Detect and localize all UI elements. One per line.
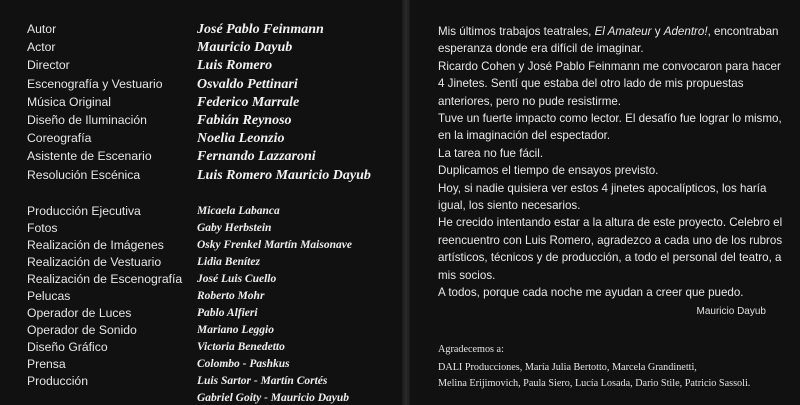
credit-name: Fernando Lazzaroni	[197, 149, 316, 165]
credit-name: Federico Marrale	[197, 94, 300, 110]
credit-name: Gabriel Goity - Mauricio Dayub	[197, 392, 350, 404]
credit-role: Operador de Luces	[27, 306, 132, 320]
credit-role: Realización de Escenografía	[27, 272, 183, 286]
credit-role: Diseño Gráfico	[27, 340, 108, 354]
credit-role: Realización de Vestuario	[27, 255, 162, 269]
credit-name: Luis Romero Mauricio Dayub	[197, 167, 371, 183]
credit-name: Osky Frenkel Martín Maisonave	[197, 239, 352, 251]
credit-name: Luis Sartor - Martín Cortés	[197, 375, 328, 387]
credit-name: Osvaldo Pettinari	[197, 76, 298, 92]
statement-paragraph-2: Ricardo Cohen y José Pablo Feinmann me convocaron para hacer 4 Jinetes. Sentí que estaba del otro lado de mis propuestas anteriores, pero no pude resistirme.	[438, 59, 781, 108]
credit-name: Fabián Reynoso	[197, 113, 292, 128]
credit-name: Noelia Leonzio	[197, 131, 285, 147]
credit-role: Producción	[27, 374, 88, 388]
statement-paragraph-6: Hoy, si nadie quisiera ver estos 4 jinetes apocalípticos, los haría igual, los siento necesarios.	[438, 181, 767, 213]
credit-role: Prensa	[27, 357, 66, 371]
credit-role: Música Original	[27, 94, 111, 109]
acknowledgements-line-1: DALI Producciones, María Julia Bertotto, Marcela Grandinetti,	[438, 362, 697, 373]
statement-paragraph-1: Mis últimos trabajos teatrales, El Amateur y Adentro!, encontraban esperanza donde era difícil de imaginar.	[438, 25, 779, 56]
credit-role: Diseño de Iluminación	[27, 113, 147, 127]
director-statement	[438, 23, 783, 302]
credit-role: Resolución Escénica	[27, 167, 141, 182]
credit-name: Pablo Alfieri	[197, 307, 258, 319]
statement-paragraph-8: A todos, porque cada noche me ayudan a creer que puedo.	[438, 286, 744, 300]
credit-role: Actor	[27, 40, 56, 55]
credit-name: Victoria Benedetto	[197, 341, 285, 353]
statement-paragraph-3: Tuve un fuerte impacto como lector. El desafío fue lograr lo mismo, en la imaginación del espectador.	[438, 112, 782, 143]
credit-name: Luis Romero	[197, 58, 273, 74]
credit-role: Autor	[27, 22, 57, 36]
acknowledgements-line-2: Melina Erijimovich, Paula Siero, Lucía Losada, Dario Stile, Patricio Sassoli.	[438, 378, 751, 389]
credit-role: Realización de Imágenes	[27, 238, 164, 252]
acknowledgements-heading: Agradecemos a:	[438, 344, 504, 355]
credit-name: José Luis Cuello	[197, 273, 277, 285]
signature: Mauricio Dayub	[696, 306, 766, 317]
statement-paragraph-7: He crecido intentando estar a la altura de este proyecto. Celebro el reencuentro con Luis Romero, agradezco a cada uno de los rubros artísticos, técnicos y de producción, a todo el personal del teatro, a mis socios.	[438, 216, 783, 282]
credit-name: Roberto Mohr	[197, 290, 265, 302]
credit-name: José Pablo Feinmann	[197, 22, 324, 37]
credit-role: Producción Ejecutiva	[27, 204, 141, 218]
statement-paragraph-4: La tarea no fue fácil.	[438, 146, 544, 160]
acknowledgements	[438, 342, 788, 392]
credit-role: Asistente de Escenario	[27, 149, 152, 164]
credit-role: Coreografía	[27, 131, 92, 146]
credit-role: Escenografía y Vestuario	[27, 76, 163, 91]
statement-paragraph-5: Duplicamos el tiempo de ensayos previsto.	[438, 164, 659, 178]
credit-role: Director	[27, 58, 70, 73]
credit-role: Operador de Sonido	[27, 323, 137, 337]
credit-name: Mauricio Dayub	[197, 40, 293, 56]
credit-role: Pelucas	[27, 289, 71, 303]
credit-name: Micaela Labanca	[197, 205, 280, 217]
credit-name: Colombo - Pashkus	[197, 358, 290, 370]
credit-role: Fotos	[27, 221, 58, 235]
credit-name: Gaby Herbstein	[197, 222, 272, 234]
credit-name: Mariano Leggio	[197, 324, 274, 336]
credit-name: Lidia Benítez	[197, 256, 260, 268]
